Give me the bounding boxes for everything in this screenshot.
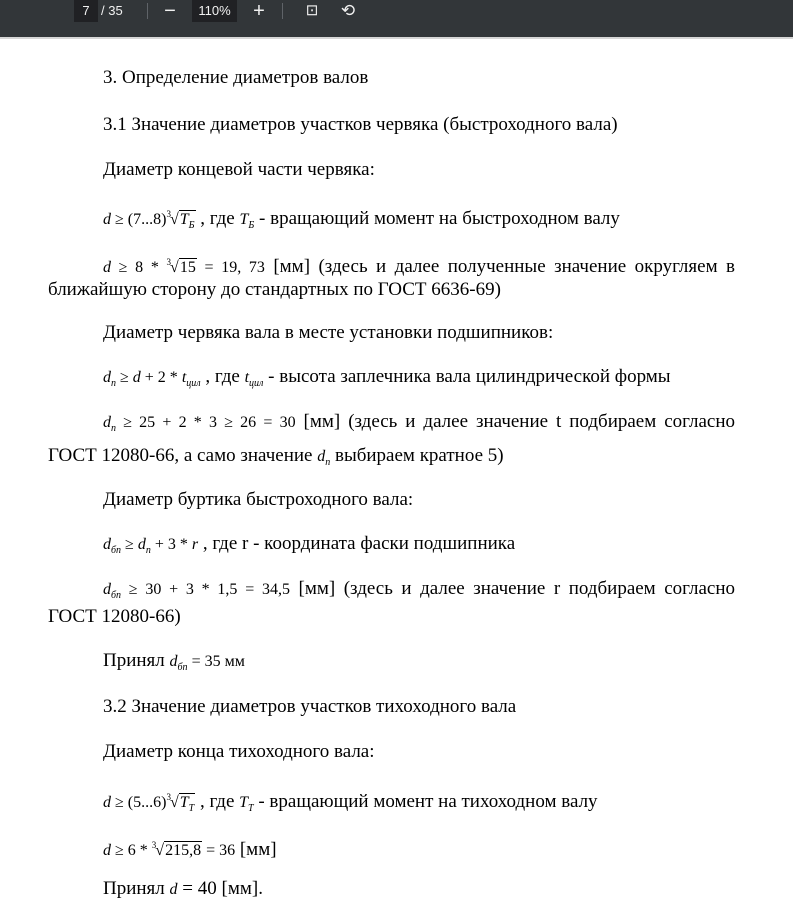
text: [мм] (здесь и далее значение r подбираем согласно [290,578,735,599]
radicand [179,210,196,231]
root-degree: 3 [166,792,171,802]
text-line [103,158,375,182]
text-line [103,785,598,821]
math-variable: d [103,536,111,553]
math-variable: d [137,536,146,553]
text: [мм] (здесь и далее значение t подбираем согласно [295,411,735,432]
math-expression: 15 [179,259,196,276]
math-subscript: T [248,803,254,814]
math-expression: ≥ [121,536,138,553]
root-degree: 3 [166,257,172,267]
math-variable: d [103,794,111,811]
text: Диаметр концевой части червяка: [103,159,375,180]
text: выбираем кратное 5) [330,445,504,466]
math-expression: = 19, 73 [196,259,265,276]
root-degree: 3 [151,840,157,850]
radical-sign: √ [169,794,179,811]
math-expression: 215,8 [165,842,202,859]
radical-sign: √ [155,842,165,859]
text-line [103,833,277,863]
math-expression: ≥ (5...6) [111,794,167,811]
radicand [179,793,195,814]
text-line [103,410,735,441]
text: [мм] [235,839,277,860]
math-subscript: цил [186,378,201,389]
math-subscript: бп [177,662,188,673]
math-subscript: Б [188,220,195,231]
text: Диаметр конца тихоходного вала: [103,741,375,762]
text-line [103,577,735,608]
math-variable: d [103,842,111,859]
math-variable: T [179,211,189,228]
math-variable: T [239,211,249,228]
zoom-level-input[interactable]: 110% [192,0,237,22]
text-line [48,605,181,629]
text: , где [195,791,240,812]
text: 3.2 Значение диаметров участков тихоходного вала [103,696,517,717]
text: 3. Определение диаметров валов [103,67,369,88]
math-expression: ≥ 8 * [111,259,167,276]
text-line [103,113,618,137]
math-variable: d [103,259,111,276]
text: Диаметр червяка вала в месте установки подшипников: [103,322,554,343]
text: - вращающий момент на быстроходном валу [254,208,620,229]
text: Принял [103,650,170,671]
math-variable: d [103,414,111,431]
cube-root [152,833,202,863]
text-line [48,278,501,302]
math-variable: T [179,794,189,811]
text: Принял [103,878,170,899]
math-subscript: п [325,457,331,468]
text-line [103,250,735,280]
text: - высота заплечника вала цилиндрической формы [263,366,671,387]
math-subscript: бп [111,590,122,601]
text: , где [200,366,245,387]
math-variable: d [169,881,178,898]
text: - вращающий момент на тихоходном валу [253,791,598,812]
text-line [103,649,245,680]
text-line [103,877,263,902]
math-expression: ≥ 25 + 2 * 3 ≥ 26 = 30 [116,414,296,431]
zoom-in-button[interactable]: + [253,0,265,22]
text: Диаметр буртика быстроходного вала: [103,489,414,510]
math-subscript: п [111,423,116,434]
text: ближайшую сторону до стандартных по ГОСТ 6636-69) [48,279,501,300]
math-subscript: п [145,545,151,556]
math-expression: + 2 * [140,369,182,386]
math-expression: = 36 [202,842,236,859]
math-subscript: цил [249,378,264,389]
math-variable: d [103,369,111,386]
text-line [103,532,515,563]
math-variable: d [132,369,141,386]
text: , где r - координата фаски подшипника [198,533,516,554]
text-line [103,740,375,764]
text-line [103,202,620,238]
math-expression: = 35 мм [187,653,245,670]
math-subscript: бп [111,545,122,556]
text-line [103,321,553,345]
text: ГОСТ 12080-66) [48,606,181,627]
math-variable: t [181,369,187,386]
text: ГОСТ 12080-66, а само значение [48,445,318,466]
math-variable: d [169,653,178,670]
radical-sign: √ [170,259,179,276]
zoom-out-button[interactable]: − [164,0,176,22]
math-variable: d [103,211,111,228]
page-number-input[interactable]: 7 [74,0,98,22]
radicand [164,841,202,859]
math-subscript: T [188,803,195,814]
math-variable: t [244,369,250,386]
math-variable: r [191,536,199,553]
text-line [103,695,516,719]
math-expression: ≥ [116,369,133,386]
math-variable: d [103,581,111,598]
math-variable: T [239,794,249,811]
text-line [103,488,413,512]
math-expression: ≥ (7...8) [111,211,167,228]
page-total: / 35 [101,3,123,18]
text: , где [195,208,240,229]
fit-page-icon[interactable]: ⊡ [305,2,319,19]
math-expression: ≥ 30 + 3 * 1,5 = 34,5 [121,581,290,598]
root-degree: 3 [166,209,171,219]
divider [147,3,148,19]
divider [282,3,283,19]
cube-root [167,250,197,280]
math-expression: + 3 * [150,536,192,553]
text-line [103,66,368,90]
text: = 40 [мм]. [177,878,263,899]
text-line [103,365,671,396]
math-expression: ≥ 6 * [111,842,152,859]
radical-sign: √ [169,211,179,228]
text: 3.1 Значение диаметров участков червяка (быстроходного вала) [103,114,618,135]
cube-root [166,785,195,821]
math-subscript: Б [248,220,255,231]
text-line [48,444,504,475]
rotate-icon[interactable]: ⟲ [340,1,356,20]
radicand [179,258,197,276]
cube-root [166,202,195,238]
math-variable: d [317,448,326,465]
math-subscript: п [111,378,116,389]
pdf-toolbar [0,0,793,39]
text: [мм] (здесь и далее полученные значение округляем в [264,256,735,277]
